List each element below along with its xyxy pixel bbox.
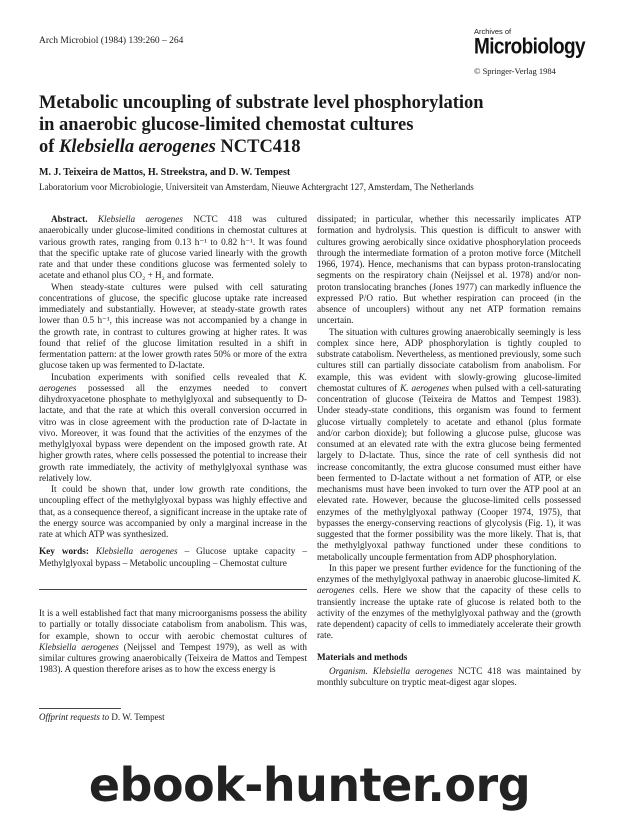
abstract-separator bbox=[39, 589, 307, 590]
right-column bbox=[317, 214, 581, 688]
abstract-paragraph-3: Incubation experiments with sonified cells revealed that K. aerogenes possessed all the enzymes needed to convert dihydroxyacetone phosphate to methylglyoxal and subsequently to D-lactate, and that the rate at which this overall conversion occurred in vitro was in close agreement with the production rate of D-lactate in vivo. Moreover, it was found that the activities of the enzymes of the methylglyoxal bypass were dependent on the imposed growth rate. At higher growth rates, where cells possessed the potential to increase their growth rate immediately, the activity of methylglyoxal synthase was relatively low. bbox=[39, 371, 307, 483]
footnote-rule bbox=[39, 708, 121, 709]
abstract-paragraph-4: It could be shown that, under low growth rate conditions, the uncoupling effect of the methylglyoxal bypass was highly effective and that, as a consequence thereof, a significant increase in the uptake rate of the energy source was accompanied by only a marginal increase in the rate at which ATP was synthesized. bbox=[39, 484, 307, 539]
title-line-1: Metabolic uncoupling of substrate level phosphorylation bbox=[39, 93, 484, 113]
authors: M. J. Teixeira de Mattos, H. Streekstra, and D. W. Tempest bbox=[39, 167, 291, 178]
introduction bbox=[39, 608, 307, 676]
title-line-3: of Klebsiella aerogenes NCTC418 bbox=[39, 137, 301, 157]
abstract-paragraph-2: When steady-state cultures were pulsed with cell saturating concentrations of glucose, the specific glucose uptake rate increased immediately and substantially. However, at steady-state growth rates lower than 0.5 h⁻¹, this increase was not accompanied by a change in the growth rate, in contrast to cultures growing at higher rates. It was found that relief of the glucose limitation resulted in a shift in fermentation pattern: at the lower growth rates 50% or more of the extra glucose taken up was fermented to D-lactate. bbox=[39, 281, 307, 371]
journal-logo-name: Microbiology bbox=[474, 34, 586, 59]
copyright: © Springer-Verlag 1984 bbox=[474, 66, 556, 76]
offprint-footnote: Offprint requests to D. W. Tempest bbox=[39, 712, 165, 722]
right-paragraph-1: dissipated; in particular, whether this necessarily implicates ATP formation and hydrolysis. This question is difficult to answer with cultures growing aerobically since oxidative phosphorylation proceeds through the intermediate formation of a proton motive force (Mitchell 1966, 1974). Hence, mechanisms that can bypass proton-translocating segments on the respiratory chain (Neijssel et al. 1978) and/or non-proton translocating branches (Jones 1977) can markedly influence the expressed P/O ratio. But whether respiration can proceed (in the absence of uncouplers) without any net ATP formation remains uncertain. bbox=[317, 214, 581, 326]
journal-citation: Arch Microbiol (1984) 139:260 – 264 bbox=[39, 36, 184, 46]
watermark: ebook-hunter.org bbox=[88, 758, 531, 812]
affiliation: Laboratorium voor Microbiologie, Universiteit van Amsterdam, Nieuwe Achtergracht 127, Amsterdam, The Netherlands bbox=[39, 182, 474, 192]
intro-paragraph: It is a well established fact that many microorganisms possess the ability to partially or totally dissociate catabolism from anabolism. This was, for example, shown to occur with aerobic chemostat cultures of Klebsiella aerogenes (Neijssel and Tempest 1979), as well as with similar cultures growing anaerobically (Teixeira de Mattos and Tempest 1983). A question therefore arises as to how the excess energy is bbox=[39, 608, 307, 675]
methods-heading: Materials and methods bbox=[317, 651, 408, 662]
abstract-paragraph-1: Abstract. Klebsiella aerogenes NCTC 418 was cultured anaerobically under glucose-limited conditions in chemostat cultures at various growth rates, ranging from 0.13 h⁻¹ to 0.82 h⁻¹. It was found that the specific uptake rate of glucose varied linearly with the growth rate and that under these conditions glucose was fermented solely to acetate and ethanol plus CO₂ + H₂ and formate. bbox=[39, 214, 307, 281]
journal-logo bbox=[474, 27, 586, 59]
journal-logo-small: Archives of bbox=[474, 27, 512, 36]
key-words: Key words: Klebsiella aerogenes – Glucose uptake capacity – Methylglyoxal bypass – Metabolic uncoupling – Chemostat culture bbox=[39, 546, 307, 568]
abstract bbox=[39, 214, 307, 569]
right-paragraph-2: The situation with cultures growing anaerobically seemingly is less complex since here, ADP phosphorylation is tightly coupled to substrate catabolism. Nevertheless, as mentioned previously, some such cultures still can partially dissociate catabolism from anabolism. For example, this was evident with slowly-growing glucose-limited chemostat cultures of K. aerogenes when pulsed with a cell-saturating concentration of glucose (Teixeira de Mattos and Tempest 1983). Under steady-state conditions, this organism was found to ferment glucose virtually completely to acetate and ethanol (plus formate and/or carbon dioxide); but following a glucose pulse, glucose was consumed at an elevated rate with the extra glucose being fermented largely to D-lactate. Thus, since the rate of cell synthesis did not increase concomitantly, the extra glucose consumed must either have been fermented to D-lactate without a net formation of ATP, or else mechanisms must have been invoked to turn over the ATP pool at an elevated rate. However, because the glucose-limited cells possessed enzymes of the methylglyoxal pathway (Cooper 1974, 1975), that bypasses the energy-conserving reactions of glycolysis (Fig. 1), it was suggested that the former possibility was the more likely. That is, that the methylglyoxal pathway functioned under these conditions to metabolically uncouple fermentation from ADP phosphorylation. bbox=[317, 326, 581, 562]
organism-paragraph: Organism. Klebsiella aerogenes NCTC 418 was maintained by monthly subculture on tryptic meat-digest agar slopes. bbox=[317, 665, 581, 687]
right-paragraph-3: In this paper we present further evidence for the functioning of the enzymes of the methylglyoxal pathway in anaerobic glucose-limited K. aerogenes cells. Here we show that the capacity of these cells to transiently increase the uptake rate of glucose is related both to the activity of the enzymes of the methylglyoxal pathway and the (growth rate dependent) capacity of cells to immediately accelerate their growth rate. bbox=[317, 562, 581, 641]
article-title bbox=[39, 92, 579, 158]
title-line-2: in anaerobic glucose-limited chemostat cultures bbox=[39, 115, 414, 135]
